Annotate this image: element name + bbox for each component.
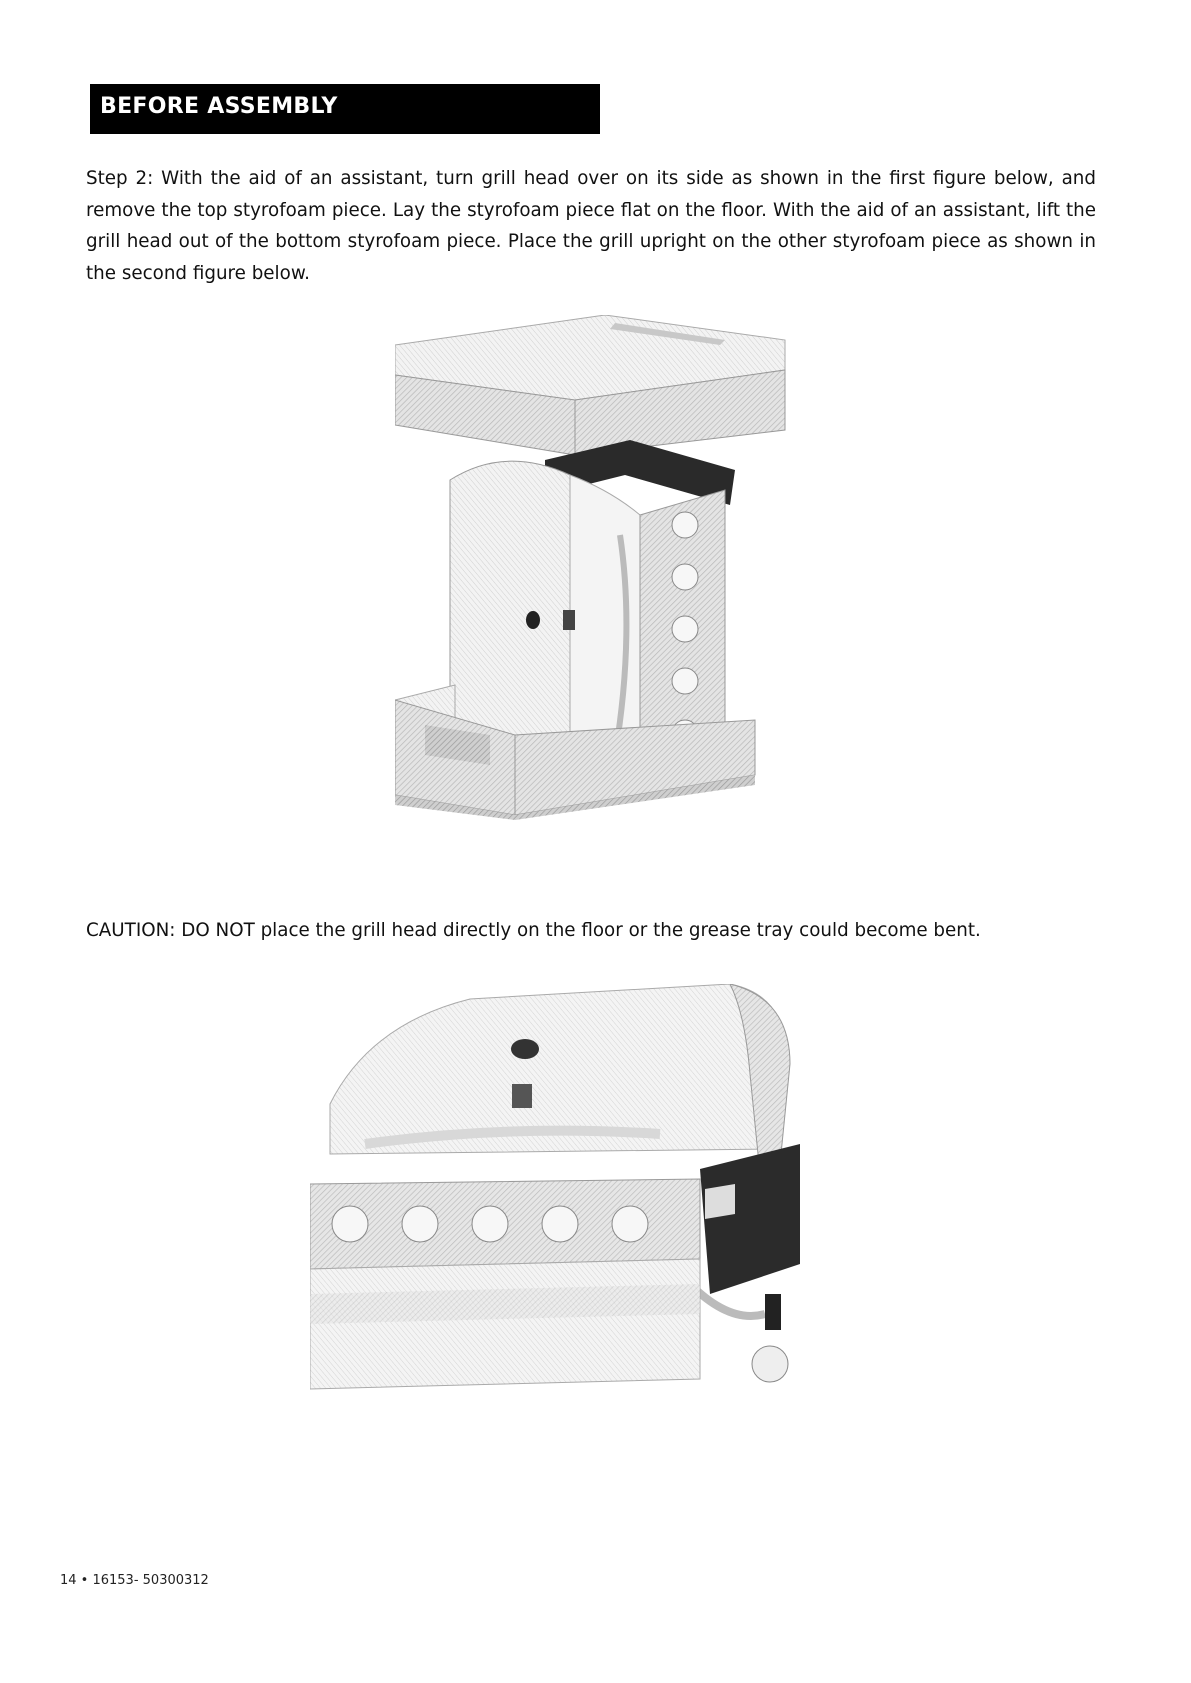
temperature-gauge-icon <box>526 611 540 629</box>
caution-note: CAUTION: DO NOT place the grill head directly on the floor or the grease tray could become bent. <box>86 920 981 941</box>
brand-logo-icon <box>563 610 575 630</box>
grill-lid <box>330 984 790 1174</box>
control-panel <box>310 1179 700 1269</box>
brand-logo-icon <box>512 1084 532 1108</box>
section-heading-banner <box>90 84 600 134</box>
grill-upright-figure <box>310 984 870 1414</box>
section-heading: BEFORE ASSEMBLY <box>100 94 338 119</box>
temperature-gauge-icon <box>511 1039 539 1059</box>
side-bracket <box>700 1144 800 1294</box>
top-styrofoam-piece <box>395 315 785 455</box>
bottom-styrofoam-piece <box>310 1259 700 1389</box>
page-footer: 14 • 16153- 50300312 <box>60 1573 209 1588</box>
gas-regulator-icon <box>690 1284 788 1382</box>
grill-on-side-figure <box>395 315 825 870</box>
step-2-instructions: Step 2: With the aid of an assistant, turn grill head over on its side as shown in the first figure below, and remove the top styrofoam piece. Lay the styrofoam piece flat on the floor. With the aid of an assistant, lift the grill head out of the bottom styrofoam piece. Place the grill upright on the other styrofoam piece as shown in the second figure below. <box>86 168 1096 284</box>
